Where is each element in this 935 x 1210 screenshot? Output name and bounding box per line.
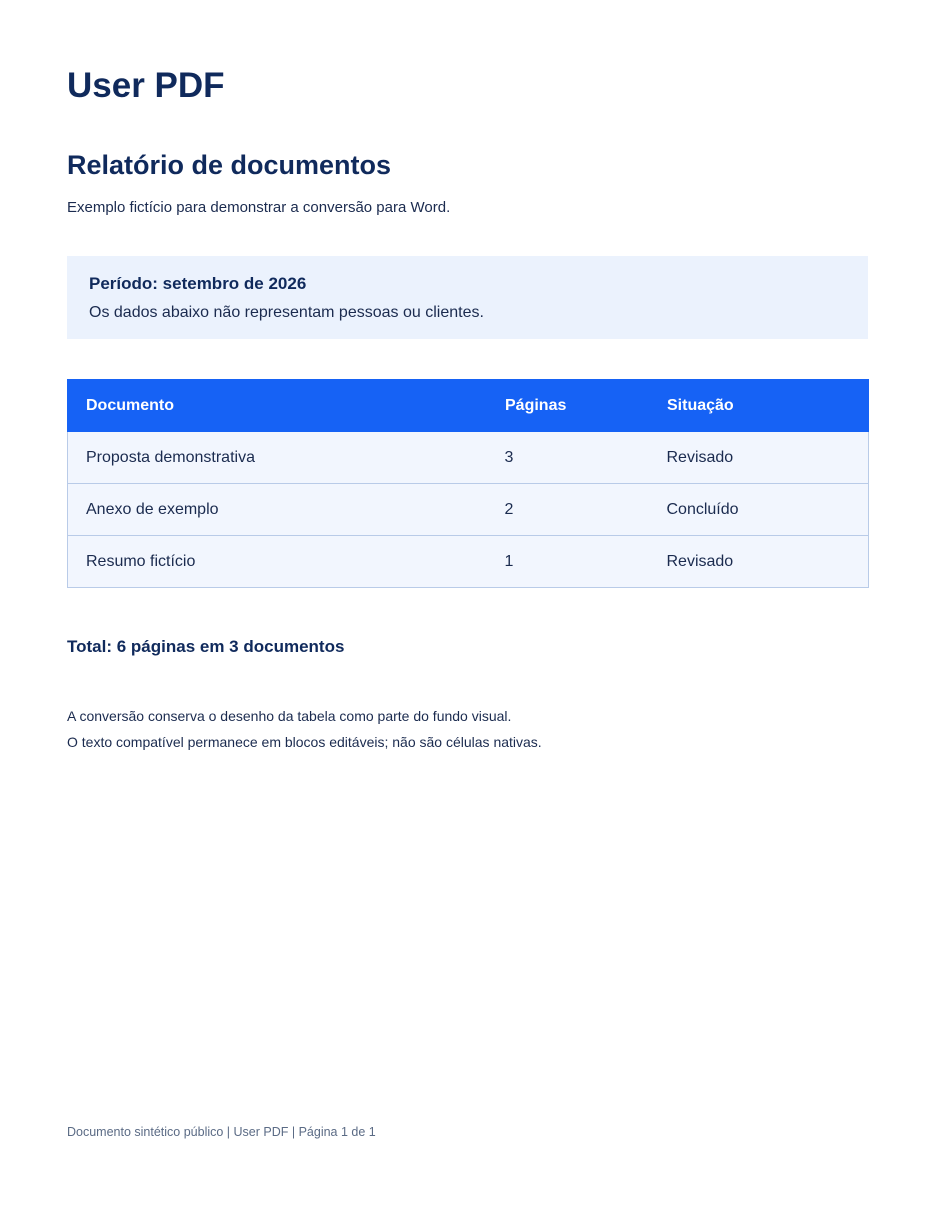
cell-situacao: Revisado xyxy=(649,536,869,588)
total-summary: Total: 6 páginas em 3 documentos xyxy=(67,637,345,656)
column-header-paginas: Páginas xyxy=(487,380,649,432)
table-row xyxy=(68,432,869,484)
table-row xyxy=(68,536,869,588)
report-subtitle: Exemplo fictício para demonstrar a conversão para Word. xyxy=(67,199,451,216)
report-title: Relatório de documentos xyxy=(67,150,392,180)
cell-paginas: 3 xyxy=(487,432,649,484)
cell-documento: Resumo fictício xyxy=(68,536,487,588)
table-row xyxy=(68,484,869,536)
cell-documento: Anexo de exemplo xyxy=(68,484,487,536)
disclaimer-note: Os dados abaixo não representam pessoas ou clientes. xyxy=(89,304,484,321)
app-title: User PDF xyxy=(67,66,225,105)
conversion-note-line-1: A conversão conserva o desenho da tabela como parte do fundo visual. xyxy=(67,708,512,724)
page-footer: Documento sintético público | User PDF | Página 1 de 1 xyxy=(67,1125,376,1139)
column-header-situacao: Situação xyxy=(649,380,869,432)
cell-paginas: 1 xyxy=(487,536,649,588)
cell-documento: Proposta demonstrativa xyxy=(68,432,487,484)
documents-table xyxy=(67,379,869,588)
cell-paginas: 2 xyxy=(487,484,649,536)
period-info-box xyxy=(67,256,868,339)
cell-situacao: Revisado xyxy=(649,432,869,484)
table-header-row xyxy=(68,380,869,432)
period-label: Período: setembro de 2026 xyxy=(89,274,307,293)
conversion-note-line-2: O texto compatível permanece em blocos editáveis; não são células nativas. xyxy=(67,734,542,750)
column-header-documento: Documento xyxy=(68,380,487,432)
cell-situacao: Concluído xyxy=(649,484,869,536)
